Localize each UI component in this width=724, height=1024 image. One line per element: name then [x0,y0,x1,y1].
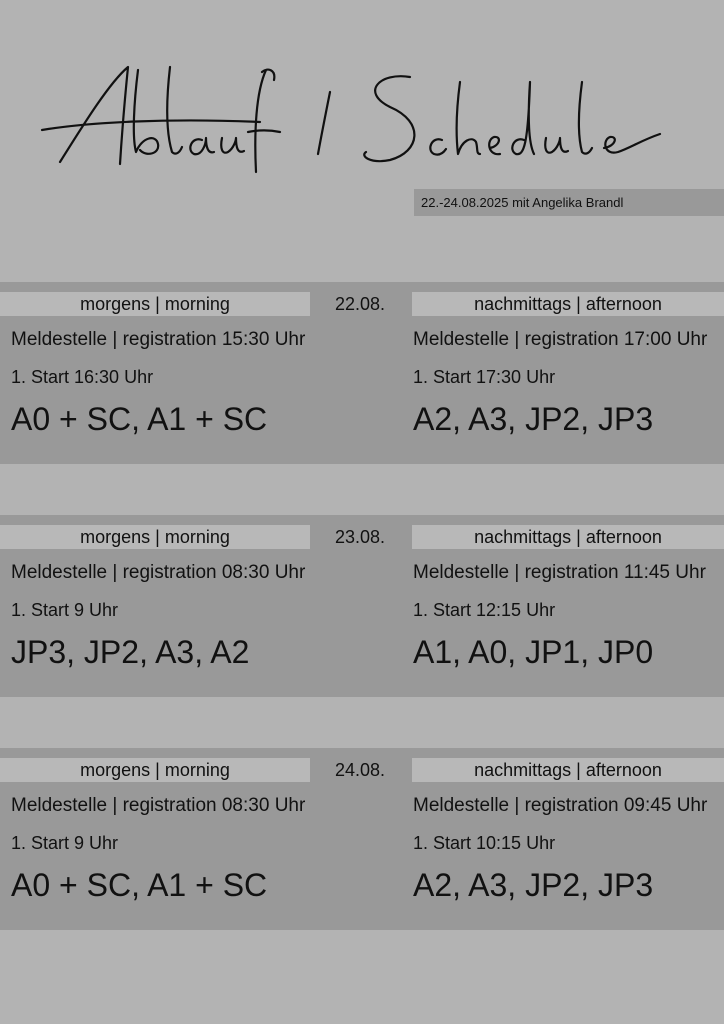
morning-registration: Meldestelle | registration 15:30 Uhr [11,329,306,350]
afternoon-classes: A2, A3, JP2, JP3 [413,867,654,903]
afternoon-start: 1. Start 12:15 Uhr [413,600,556,620]
morning-start: 1. Start 9 Uhr [11,600,119,620]
morning-registration: Meldestelle | registration 08:30 Uhr [11,795,306,816]
morning-classes: JP3, JP2, A3, A2 [11,634,250,670]
morning-start: 1. Start 16:30 Uhr [11,367,154,387]
day-date: 24.08. [335,760,386,780]
morning-classes: A0 + SC, A1 + SC [11,401,268,437]
morning-registration: Meldestelle | registration 08:30 Uhr [11,562,306,583]
afternoon-classes: A2, A3, JP2, JP3 [413,401,654,437]
afternoon-registration: Meldestelle | registration 17:00 Uhr [413,329,708,350]
afternoon-registration: Meldestelle | registration 09:45 Uhr [413,795,708,816]
morning-header: morgens | morning [0,758,310,782]
morning-start: 1. Start 9 Uhr [11,833,119,853]
day-date: 23.08. [335,527,386,547]
event-subtitle: 22.-24.08.2025 mit Angelika Brandl [414,189,724,216]
afternoon-header: nachmittags | afternoon [412,292,724,316]
page-title [30,52,680,182]
afternoon-header: nachmittags | afternoon [412,758,724,782]
morning-header: morgens | morning [0,525,310,549]
afternoon-start: 1. Start 10:15 Uhr [413,833,556,853]
afternoon-classes: A1, A0, JP1, JP0 [413,634,654,670]
morning-classes: A0 + SC, A1 + SC [11,867,268,903]
afternoon-header: nachmittags | afternoon [412,525,724,549]
afternoon-start: 1. Start 17:30 Uhr [413,367,556,387]
day-date: 22.08. [335,294,386,314]
afternoon-registration: Meldestelle | registration 11:45 Uhr [413,562,706,583]
morning-header: morgens | morning [0,292,310,316]
